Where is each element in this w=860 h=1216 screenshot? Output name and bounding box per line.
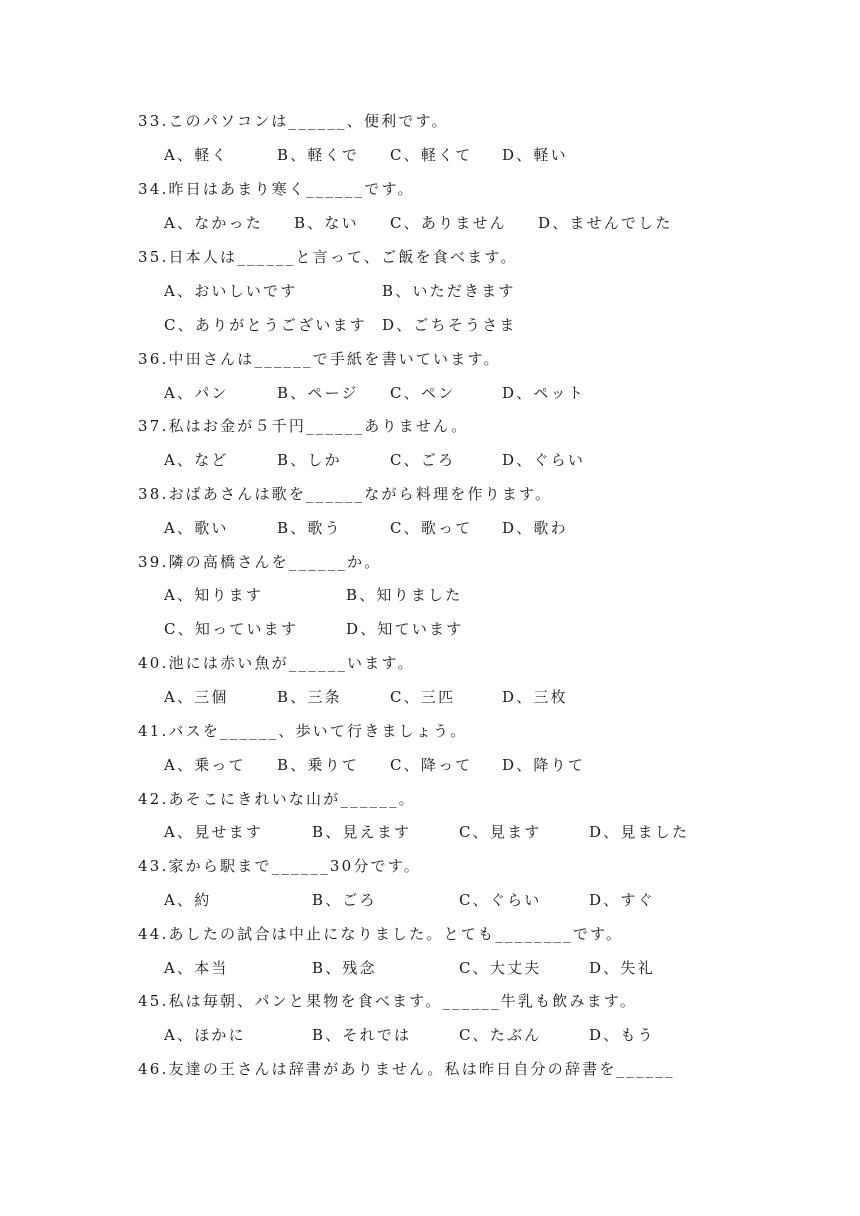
question-33-option-b: B、軽くで [277,146,360,164]
question-35-stem: 35.日本人は______と言って、ご飯を食べます。 [138,248,518,266]
question-45-stem: 45.私は毎朝、パンと果物を食べます。______牛乳も飲みます。 [138,992,638,1010]
question-39-option-b: B、知りました [346,586,463,604]
question-41-option-a: A、乗って [164,756,246,774]
question-36-option-a: A、パン [164,384,229,402]
question-33-stem: 33.このパソコンは______、便利です。 [138,112,449,130]
question-36-option-c: C、ペン [390,384,456,402]
question-44-option-d: D、失礼 [589,959,655,977]
question-41-option-b: B、乗りて [277,756,360,774]
question-44-option-c: C、大丈夫 [459,959,542,977]
question-36-option-b: B、ページ [277,384,359,402]
question-41-option-c: C、降って [390,756,473,774]
question-45-option-d: D、もう [589,1026,655,1044]
question-38-option-b: B、歌う [277,519,342,537]
question-38-option-c: C、歌って [390,519,473,537]
question-42-option-c: C、見ます [459,823,542,841]
question-39-stem: 39.隣の高橋さんを______か。 [138,553,382,571]
question-41-stem: 41.バスを______、歩いて行きましょう。 [138,722,468,740]
question-37-option-d: D、ぐらい [502,451,586,469]
question-39-option-a: A、知ります [164,586,264,604]
question-43-stem: 43.家から駅まで______30分です。 [138,857,421,875]
question-34-option-d: D、ませんでした [538,214,673,232]
question-42-option-b: B、見えます [312,823,412,841]
question-41-option-d: D、降りて [502,756,586,774]
question-40-option-d: D、三枚 [502,688,568,706]
question-39-option-c: C、知っています [164,620,299,638]
question-42-stem: 42.あそこにきれいな山が______。 [138,790,416,808]
question-37-stem: 37.私はお金が５千円______ありません。 [138,417,469,435]
question-39-option-d: D、知ています [346,620,464,638]
question-35-option-a: A、おいしいです [164,282,298,300]
question-34-stem: 34.昨日はあまり寒く______です。 [138,180,415,198]
question-37-option-a: A、など [164,451,229,469]
question-42-option-a: A、見せます [164,823,264,841]
question-44-option-a: A、本当 [164,959,229,977]
question-37-option-c: C、ごろ [390,451,456,469]
question-40-stem: 40.池には赤い魚が______います。 [138,654,415,672]
question-45-option-b: B、それでは [312,1026,412,1044]
question-33-option-c: C、軽くて [390,146,473,164]
question-34-option-b: B、ない [294,214,359,232]
question-40-option-b: B、三条 [277,688,342,706]
question-44-stem: 44.あしたの試合は中止になりました。とても________です。 [138,925,624,943]
question-46-stem: 46.友達の王さんは辞書がありません。私は昨日自分の辞書を______ [138,1060,675,1078]
question-34-option-a: A、なかった [164,214,264,232]
question-44-option-b: B、残念 [312,959,377,977]
question-43-option-c: C、ぐらい [459,891,542,909]
question-38-option-a: A、歌い [164,519,229,537]
question-38-option-d: D、歌わ [502,519,568,537]
question-35-option-c: C、ありがとうございます [164,316,367,334]
question-38-stem: 38.おばあさんは歌を______ながら料理を作ります。 [138,485,553,503]
question-35-option-b: B、いただきます [382,282,516,300]
question-34-option-c: C、ありません [390,214,507,232]
question-36-stem: 36.中田さんは______で手紙を書いています。 [138,350,501,368]
question-43-option-d: D、すぐ [589,891,655,909]
question-35-option-d: D、ごちそうさま [382,316,517,334]
question-37-option-b: B、しか [277,451,342,469]
question-36-option-d: D、ペット [502,384,586,402]
question-33-option-a: A、軽く [164,146,229,164]
question-40-option-a: A、三個 [164,688,229,706]
question-43-option-a: A、約 [164,891,212,909]
question-45-option-a: A、ほかに [164,1026,246,1044]
question-45-option-c: C、たぶん [459,1026,542,1044]
question-42-option-d: D、見ました [589,823,690,841]
question-40-option-c: C、三匹 [390,688,456,706]
question-33-option-d: D、軽い [502,146,568,164]
question-43-option-b: B、ごろ [312,891,377,909]
